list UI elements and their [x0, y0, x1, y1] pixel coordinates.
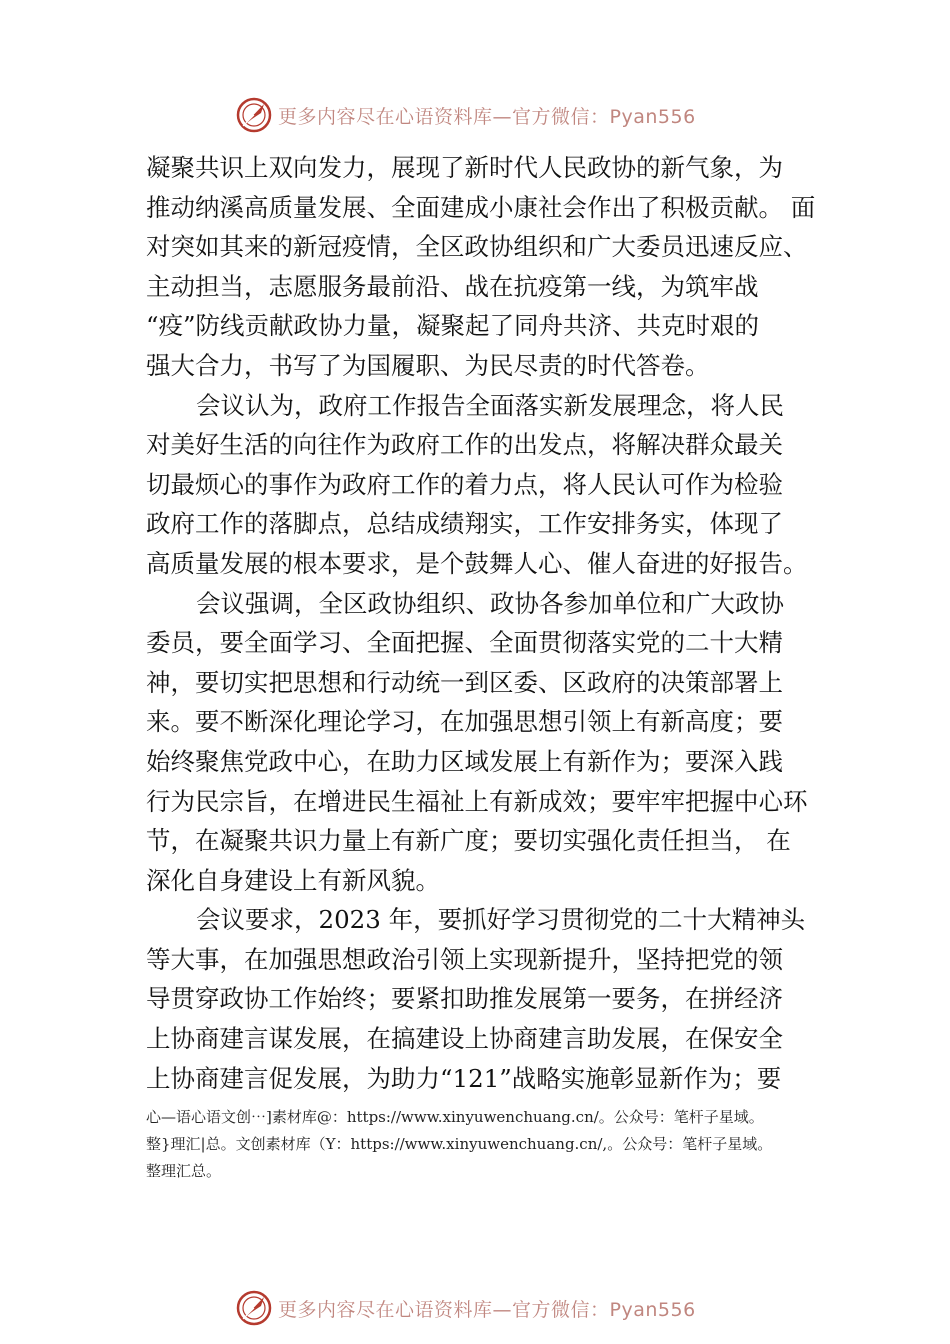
text-line: 切最烦心的事作为政府工作的着力点，将人民认可作为检验: [146, 469, 783, 499]
footer-line: 整理汇总。: [146, 1162, 222, 1180]
paragraph-start-line: 会议强调，全区政协组织、政协各参加单位和广大政协: [196, 588, 784, 618]
text-line: 推动纳溪高质量发展、全面建成小康社会作出了积极贡献。 面: [146, 192, 816, 222]
text-line: 始终聚焦党政中心，在助力区域发展上有新作为；要深入践: [146, 746, 783, 776]
paragraph-start-line: 会议要求，2023 年，要抓好学习贯彻党的二十大精神头: [196, 905, 806, 935]
document-body: [146, 148, 826, 1098]
footer-line: 整}理汇|总。文创素材库（Y：https://www.xinyuwenchuang.cn/,。公众号：笔杆子星域。: [146, 1135, 773, 1153]
text-line: 凝聚共识上双向发力，展现了新时代人民政协的新气象，为: [146, 153, 783, 182]
text-line: 强大合力，书写了为国履职、为民尽责的时代答卷。: [146, 350, 710, 380]
text-line: 来。要不断深化理论学习，在加强思想引领上有新高度；要: [146, 707, 783, 737]
banner-text: 更多内容尽在心语资料库—官方微信：Pyan556: [278, 1298, 696, 1321]
text-line: 神，要切实把思想和行动统一到区委、区政府的决策部署上: [146, 667, 783, 697]
header-banner: [234, 93, 696, 137]
text-line: 对美好生活的向往作为政府工作的出发点，将解决群众最关: [146, 430, 783, 460]
text-line: 导贯穿政协工作始终；要紧扣助推发展第一要务，在拼经济: [146, 984, 783, 1014]
quill-logo-icon: [234, 1288, 274, 1328]
footer-note: [146, 1104, 856, 1185]
text-line: 对突如其来的新冠疫情，全区政协组织和广大委员迅速反应、: [146, 232, 808, 262]
banner-text: 更多内容尽在心语资料库—官方微信：Pyan556: [278, 105, 696, 128]
quill-logo-icon: [234, 95, 274, 135]
text-line: 行为民宗旨，在增进民生福祉上有新成效；要牢牢把握中心环: [146, 786, 808, 816]
paragraph-start-line: 会议认为，政府工作报告全面落实新发展理念，将人民: [196, 390, 784, 420]
text-line: 主动担当，志愿服务最前沿、战在抗疫第一线，为筑牢战: [146, 271, 759, 301]
text-line: 政府工作的落脚点，总结成绩翔实，工作安排务实，体现了: [146, 509, 783, 539]
text-line: 深化自身建设上有新风貌。: [146, 865, 440, 895]
text-line: 等大事，在加强思想政治引领上实现新提升，坚持把党的领: [146, 944, 783, 974]
text-line: 委员，要全面学习、全面把握、全面贯彻落实党的二十大精: [146, 628, 783, 658]
footer-banner: [234, 1286, 696, 1330]
text-line: 上协商建言促发展，为助力“121”战略实施彰显新作为；要: [146, 1063, 782, 1093]
footer-line: 心—语心语文创⋯]素材库@：https://www.xinyuwenchuang.cn/。公众号：笔杆子星域。: [146, 1108, 764, 1126]
text-line: 节，在凝聚共识力量上有新广度；要切实强化责任担当， 在: [146, 826, 791, 856]
text-line: 高质量发展的根本要求，是个鼓舞人心、催人奋进的好报告。: [146, 548, 808, 578]
text-line: “疫”防线贡献政协力量，凝聚起了同舟共济、共克时艰的: [146, 311, 760, 341]
text-line: 上协商建言谋发展，在搞建设上协商建言助发展，在保安全: [146, 1024, 783, 1054]
